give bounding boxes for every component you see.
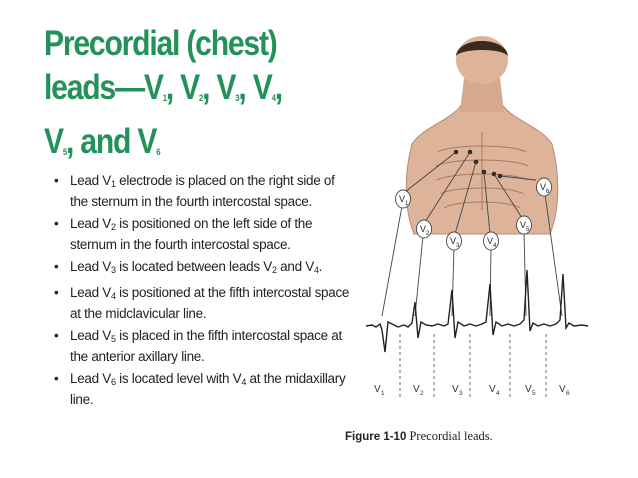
svg-text:6: 6 — [546, 189, 550, 195]
bottom-lead-label — [452, 384, 463, 397]
svg-text:V: V — [374, 384, 381, 395]
svg-text:5: 5 — [532, 390, 536, 397]
bullet-icon: • — [54, 328, 59, 343]
bullet-item: • Lead $V_4$ is positioned at the fifth intercostal space at the midclavicular line. — [54, 285, 350, 321]
title-line-3: $V_5$, and $V_6$ — [44, 122, 160, 161]
svg-text:V: V — [487, 236, 494, 246]
precordial-leads-figure — [352, 34, 602, 416]
bottom-lead-label — [489, 384, 500, 397]
svg-text:V: V — [399, 194, 406, 204]
bullet-icon: • — [54, 216, 59, 231]
bullet-item: • Lead $V_5$ is placed in the fifth intercostal space at the anterior axillary line. — [54, 328, 342, 364]
lead-circle — [447, 232, 462, 250]
svg-text:V: V — [559, 384, 566, 395]
bullet-icon: • — [54, 371, 59, 386]
page-title — [44, 22, 302, 174]
title-line-1: Precordial (chest) — [44, 24, 277, 63]
bullet-icon: • — [54, 285, 59, 300]
lead-circle — [417, 220, 432, 238]
svg-text:6: 6 — [566, 390, 570, 397]
caption-label: Figure 1-10 — [345, 431, 407, 443]
bottom-lead-label — [413, 384, 424, 397]
svg-text:1: 1 — [405, 201, 409, 207]
bullet-icon: • — [54, 259, 59, 274]
svg-text:V: V — [489, 384, 496, 395]
svg-text:V: V — [450, 236, 457, 246]
svg-text:2: 2 — [426, 231, 430, 237]
svg-text:5: 5 — [526, 227, 530, 233]
bottom-lead-label — [525, 384, 536, 397]
bullet-item: • Lead $V_6$ is located level with $V_4$ at the midaxillary line. — [54, 371, 346, 407]
torso-illustration — [406, 36, 558, 234]
svg-text:V: V — [520, 220, 527, 230]
svg-text:1: 1 — [381, 390, 385, 397]
lead-circle — [517, 216, 532, 234]
svg-text:2: 2 — [420, 390, 424, 397]
ecg-trace — [366, 270, 588, 352]
svg-text:V: V — [525, 384, 532, 395]
bottom-lead-label — [374, 384, 385, 397]
lead-circle — [484, 232, 499, 250]
caption-text: Precordial leads. — [406, 429, 493, 443]
svg-text:V: V — [452, 384, 459, 395]
svg-text:V: V — [540, 182, 547, 192]
lead-circle — [537, 178, 552, 196]
bullet-item: • Lead $V_1$ electrode is placed on the right side of the sternum in the fourth intercostal space. — [54, 173, 335, 209]
title-line-2: $leads—V_1$, $V_2$, $V_3$, $V_4$, — [44, 68, 282, 107]
svg-text:4: 4 — [496, 390, 500, 397]
lead-circle — [396, 190, 411, 208]
svg-text:3: 3 — [456, 243, 460, 249]
bottom-lead-label — [559, 384, 570, 397]
svg-text:V: V — [420, 224, 427, 234]
bullet-item: • Lead $V_3$ is located between leads $V_2$ and $V_4$. — [54, 259, 323, 275]
bullet-item: • Lead $V_2$ is positioned on the left side of the sternum in the fourth intercostal space. — [54, 216, 313, 252]
figure-caption — [345, 429, 493, 444]
svg-text:4: 4 — [493, 243, 497, 249]
bullet-icon: • — [54, 173, 59, 188]
bullet-list — [52, 172, 352, 413]
svg-text:V: V — [413, 384, 420, 395]
svg-text:3: 3 — [459, 390, 463, 397]
